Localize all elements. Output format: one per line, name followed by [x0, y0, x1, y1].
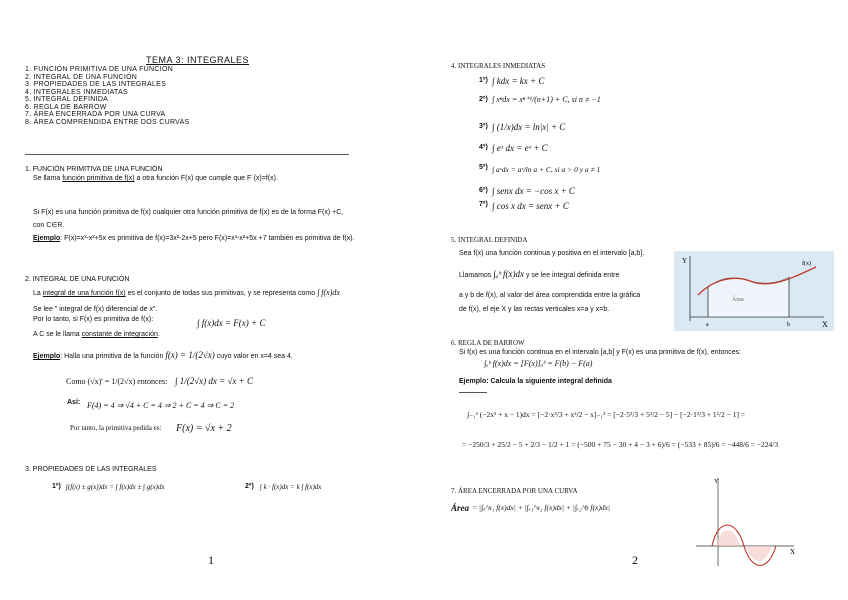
- section-7-heading: 7. ÁREA ENCERRADA POR UNA CURVA: [451, 487, 578, 495]
- example-conclusion: Por tanto, la primitiva pedida es:: [70, 424, 162, 432]
- graph-area-label: Área: [732, 297, 744, 303]
- page-right: [424, 0, 848, 600]
- section-5-line: Sea f(x) una función continua y positiva en el intervalo [a,b].: [459, 250, 645, 257]
- section-1-definition: Se llama función primitiva de f(x) a otra función F(x) que cumple que F´(x)=f(x).: [33, 175, 278, 182]
- immediate-formula: ∫ kdx = kx + C: [492, 76, 545, 86]
- immediate-label: 3º): [479, 123, 488, 130]
- immediate-formula: ∫ senx dx = −cos x + C: [492, 186, 575, 196]
- property-1-formula: ∫(f(x) ± g(x))dx = ∫ f(x)dx ± ∫ g(x)dx: [66, 483, 165, 491]
- page-number: 1: [208, 553, 214, 567]
- section-1-property-cont: con C∈R.: [33, 222, 65, 229]
- area-formula: = |∫ₐ^x₁ f(x)dx| + |∫ₓ₁^x₂ f(x)dx| + |∫ₓ₂^b f(x)dx|: [472, 503, 610, 512]
- example-derivative: Como (√x)' = 1/(2√x) entonces:: [66, 377, 168, 386]
- section-6-heading: 6. REGLA DE BARROW: [451, 339, 525, 347]
- definite-integral-graph: [674, 251, 834, 331]
- table-of-contents: [25, 66, 190, 126]
- section-2-reading: Se lee " integral de f(x) diferencial de x".: [33, 306, 158, 313]
- section-1-heading: 1. FUNCIÓN PRIMITIVA DE UNA FUNCIÓN: [25, 166, 163, 173]
- area-curve-graph: [688, 474, 800, 570]
- immediate-label: 1º): [479, 77, 488, 84]
- toc-item: 7. ÁREA ENCERRADA POR UNA CURVA: [25, 111, 166, 118]
- example-solve: F(4) = 4 ⇒ √4 + C = 4 ⇒ 2 + C = 4 ⇒ C = 2: [87, 401, 235, 410]
- toc-item: 1. FUNCIÓN PRIMITIVA DE UNA FUNCIÓN: [25, 66, 174, 73]
- area-label: Área: [451, 503, 469, 513]
- immediate-label: 7º): [479, 201, 488, 208]
- section-2-definition: La integral de una función f(x) es el conjunto de todas sus primitivas, y se representa como ∫ f(x)dx: [33, 288, 340, 297]
- example-asi-label: Así:: [67, 399, 81, 406]
- section-6-statement: Si f(x) es una función continua en el intervalo [a,b] y F(x) es una primitiva de f(x), entonces:: [459, 349, 742, 356]
- toc-item: 6. REGLA DE BARROW: [25, 103, 107, 111]
- toc-item: 2. INTEGRAL DE UNA FUNCIÓN: [25, 73, 138, 81]
- section-5-line: de f(x), el eje X y las rectas verticales x=a y x=b.: [459, 306, 610, 313]
- immediate-formula: ∫ aˣdx = aˣ/ln a + C, si a > 0 y a ≠ 1: [492, 165, 601, 174]
- divider: [25, 154, 349, 155]
- property-1-label: 1º): [52, 483, 61, 490]
- section-4-heading: 4. INTEGRALES INMEDIATAS: [451, 62, 546, 70]
- immediate-formula: ∫ eˣ dx = eˣ + C: [492, 143, 548, 153]
- section-6-example: Ejemplo: Calcula la siguiente integral definida: [459, 378, 612, 385]
- graph-f-label: f(x): [802, 261, 811, 267]
- immediate-label: 6º): [479, 187, 488, 194]
- integral-notation: ∫ f(x)dx: [317, 288, 340, 297]
- graph-y-label: Y: [714, 479, 719, 485]
- area-region-1: [716, 530, 740, 546]
- immediate-label: 4º): [479, 144, 488, 151]
- immediate-formula: ∫ cos x dx = senx + C: [492, 201, 569, 211]
- graph-x-label: X: [822, 320, 828, 329]
- toc-item: 4. INTEGRALES INMEDIATAS: [25, 88, 129, 96]
- section-1-property: Si F(x) es una función primitiva de f(x) cualquier otra función primitiva de f(x) es de la forma F(x) +C,: [33, 209, 344, 216]
- primitive-formula: ∫ f(x)dx = F(x) + C: [197, 318, 266, 328]
- immediate-formula: ∫ (1/x)dx = ln|x| + C: [492, 122, 566, 132]
- section-5-line: Llamamos ∫ₐᵇ f(x)dx y se lee integral definida entre: [459, 269, 620, 279]
- toc-item: 3. PROPIEDADES DE LAS INTEGRALES: [25, 81, 167, 88]
- example-integral: ∫ 1/(2√x) dx = √x + C: [175, 376, 253, 386]
- barrow-example-result: = −250/3 + 25/2 − 5 + 2/3 − 1/2 + 1 = (−500 + 75 − 30 + 4 − 3 + 6)/6 = (−533 + 85)/6 = −448/6 = −224/3: [462, 440, 779, 449]
- section-2-primitive: Por lo tanto, si F(x) es primitiva de f(x):: [33, 316, 154, 323]
- barrow-formula: ∫ₐᵇ f(x)dx = [F(x)]ₐᵇ = F(b) − F(a): [484, 359, 593, 368]
- example-underline: [459, 392, 487, 393]
- page-number: 2: [632, 553, 638, 567]
- property-2-formula: ∫ k · f(x)dx = k ∫ f(x)dx: [260, 483, 322, 491]
- doc-title: TEMA 3: INTEGRALES: [146, 55, 250, 65]
- barrow-example-step: ∫₋₁² (−2x² + x − 1)dx = [−2·x³/3 + x²/2 − x]₋₁² = [−2·5³/3 + 5²/2 − 5] − [−2·1³/3 + 1²/2 − 1] =: [467, 410, 746, 419]
- immediate-label: 5º): [479, 164, 488, 171]
- section-5-heading: 5. INTEGRAL DEFINIDA: [451, 236, 528, 244]
- section-2-constant: A C se le llama constante de integración.: [33, 331, 160, 338]
- example-answer: F(x) = √x + 2: [176, 423, 232, 434]
- section-5-line: a y b de f(x), al valor del área comprendida entre la gráfica: [459, 292, 641, 299]
- toc-item: 5. INTEGRAL DEFINIDA: [25, 96, 109, 103]
- section-3-heading: 3. PROPIEDADES DE LAS INTEGRALES: [25, 466, 157, 473]
- graph-y-label: Y: [682, 257, 688, 265]
- graph-a-label: a: [706, 322, 709, 328]
- immediate-label: 2º): [479, 96, 488, 103]
- graph-x-label: X: [790, 548, 796, 556]
- section-1-example: Ejemplo: F(x)=x³-x²+5x es primitiva de f(x)=3x²-2x+5 pero F(x)=x³-x²+5x +7 también es primitiva de f(x).: [33, 235, 355, 242]
- property-2-label: 2º): [245, 483, 254, 490]
- graph-b-label: b: [787, 322, 790, 328]
- toc-item: 8. ÁREA COMPRENDIDA ENTRE DOS CURVAS: [25, 118, 190, 126]
- section-2-example: Ejemplo: Halla una primitiva de la función f(x) = 1/(2√x) cuyo valor en x=4 sea 4.: [33, 350, 293, 360]
- section-2-heading: 2. INTEGRAL DE UNA FUNCIÓN: [25, 276, 130, 283]
- immediate-formula: ∫ xⁿdx = xⁿ⁺¹/(n+1) + C, si n ≠ −1: [492, 95, 601, 104]
